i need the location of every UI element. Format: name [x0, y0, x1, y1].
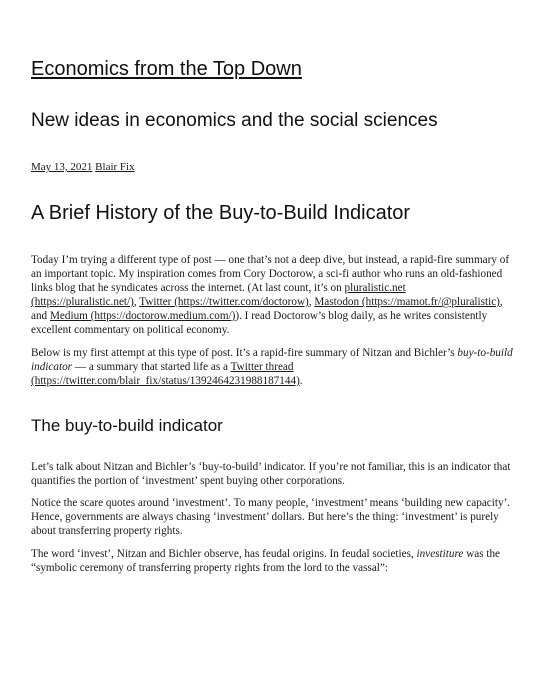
site-title-link[interactable]: Economics from the Top Down — [31, 58, 302, 80]
intro-text: . — [299, 375, 303, 387]
site-description: New ideas in economics and the social sciences — [31, 110, 438, 131]
body-text: was the “symbolic ceremony of transferring property rights from the lord to the vassal”: — [31, 548, 501, 574]
author-link[interactable]: Blair Fix — [95, 161, 135, 173]
intro-paragraph-2 — [31, 346, 513, 388]
section-paragraph-1: Let’s talk about Nitzan and Bichler’s ‘buy-to-build’ indicator. If you’re not familiar, this is an indicator that quantifies the portion of ‘investment’ spent buying other corporations. — [31, 461, 511, 487]
post-meta — [31, 161, 135, 173]
section-paragraph-2: Notice the scare quotes around ‘investment’. To many people, ‘investment’ means ‘building new capacity’. Hence, governments are always chasing ‘investment’ dollars. But here’s the thing: ‘investment’ is purely about transferring property rights. — [31, 497, 511, 537]
separator-text: , — [133, 296, 140, 308]
pluralistic-link[interactable]: pluralistic.net (https://pluralistic.net/) — [31, 282, 406, 308]
emphasis-text: investiture — [416, 548, 464, 560]
medium-link[interactable]: Medium (https://doctorow.medium.com/) — [49, 310, 236, 322]
twitter-link[interactable]: Twitter (https://twitter.com/doctorow) — [139, 296, 309, 308]
separator-text: , and — [31, 296, 503, 322]
post-date-link[interactable]: May 13, 2021 — [31, 161, 93, 173]
section-paragraph-3 — [31, 547, 513, 575]
twitter-thread-link[interactable]: Twitter thread (https://twitter.com/blair_fix/status/1392464231988187144) — [31, 361, 300, 387]
intro-text: Below is my first attempt at this type of post. It’s a rapid-fire summary of Nitzan and Bichler’s — [31, 347, 458, 359]
intro-text: ). I read Doctorow’s blog daily, as he writes consistently excellent commentary on political economy. — [31, 310, 488, 336]
intro-text: Today I’m trying a different type of post — one that’s not a deep dive, but instead, a rapid-fire summary of an important topic. My inspiration comes from Cory Doctorow, a sci-fi author who runs an old-fashioned links blog that he syndicates across the internet. (At last count, it’s on — [31, 254, 510, 294]
post-title: A Brief History of the Buy-to-Build Indicator — [31, 202, 411, 224]
separator-text: , — [308, 296, 315, 308]
intro-text: — a summary that started life as a — [72, 361, 231, 373]
intro-paragraph-1 — [31, 253, 513, 337]
body-text: The word ‘invest’, Nitzan and Bichler observe, has feudal origins. In feudal societies, — [31, 548, 417, 560]
emphasis-text: buy-to-build indicator — [31, 347, 513, 373]
mastodon-link[interactable]: Mastodon (https://mamot.fr/@pluralistic) — [314, 296, 500, 308]
section-heading: The buy-to-build indicator — [31, 416, 223, 435]
